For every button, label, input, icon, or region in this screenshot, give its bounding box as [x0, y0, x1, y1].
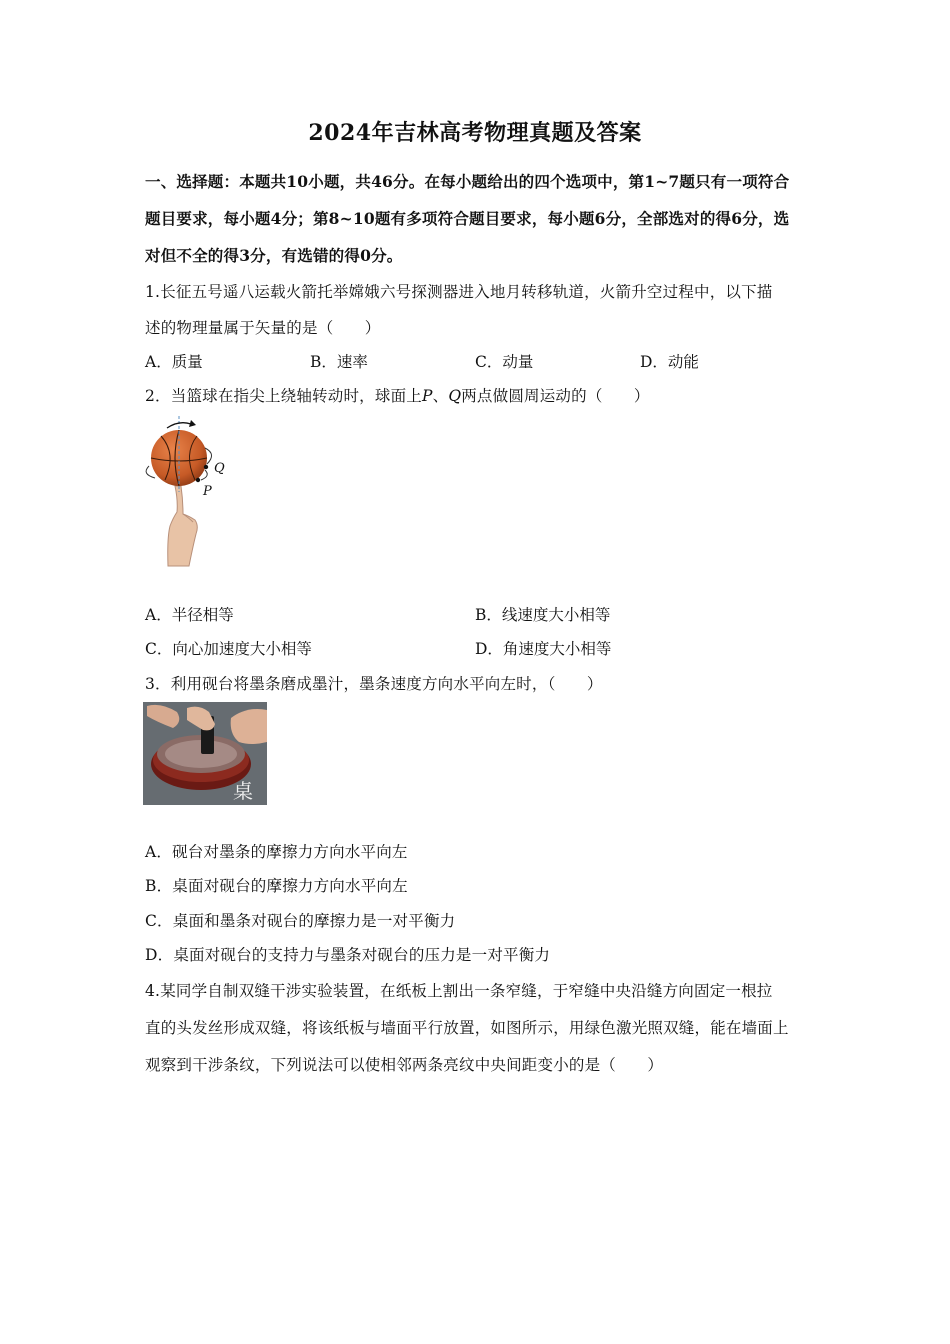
page-title: 2024年吉林高考物理真题及答案: [308, 120, 642, 146]
section-instruction-line-3: 对但不全的得3分，有选错的得0分。: [145, 246, 403, 265]
q3-stem: 3．利用砚台将墨条磨成墨汁，墨条速度方向水平向左时，（ ）: [145, 675, 603, 693]
basketball-spin-illustration: [143, 414, 243, 570]
figure-label-q: Q: [214, 461, 225, 476]
q1-option-c: C．动量: [475, 353, 534, 371]
q3-option-c: C．桌面和墨条对砚台的摩擦力是一对平衡力: [145, 912, 456, 930]
q2-option-b: B．线速度大小相等: [475, 606, 611, 624]
q3-option-d: D．桌面对砚台的支持力与墨条对砚台的压力是一对平衡力: [145, 946, 551, 964]
q2-stem: [145, 384, 810, 406]
figure-label-p: P: [203, 484, 212, 499]
q2-option-a: A．半径相等: [145, 606, 234, 624]
section-instruction-line-1: 一、选择题：本题共10小题，共46分。在每小题给出的四个选项中，第1~7题只有一项符合: [145, 172, 790, 191]
section-instruction-line-2: 题目要求，每小题4分；第8~10题有多项符合题目要求，每小题6分，全部选对的得6分，选: [145, 209, 790, 228]
q2-stem-sep: 、: [432, 387, 449, 405]
q2-point-p: P: [421, 387, 433, 405]
inkstone-figure: [143, 702, 267, 805]
q3-option-b: B．桌面对砚台的摩擦力方向水平向左: [145, 877, 408, 895]
q1-option-d: D．动能: [640, 353, 699, 371]
inkstone-photo-illustration: [143, 702, 267, 805]
q1-stem-line-2: 述的物理量属于矢量的是（ ）: [145, 319, 381, 337]
q4-stem-line-3: 观察到干涉条纹，下列说法可以使相邻两条亮纹中央间距变小的是（ ）: [145, 1056, 664, 1074]
basketball-figure: [143, 414, 243, 570]
q3-option-a: A．砚台对墨条的摩擦力方向水平向左: [145, 843, 408, 861]
q1-option-b: B．速率: [310, 353, 368, 371]
q1-option-a: A．质量: [145, 353, 203, 371]
q1-stem-line-1: 1.长征五号遥八运载火箭托举嫦娥六号探测器进入地月转移轨道，火箭升空过程中，以下描: [145, 283, 773, 301]
q2-point-q: Q: [448, 387, 462, 405]
q2-option-d: D．角速度大小相等: [475, 640, 612, 658]
q2-stem-after: 两点做圆周运动的（ ）: [461, 387, 650, 405]
q2-option-c: C．向心加速度大小相等: [145, 640, 312, 658]
figure-label-desk: 桌: [233, 779, 253, 803]
q2-stem-before: 2．当篮球在指尖上绕轴转动时，球面上: [145, 387, 422, 405]
q4-stem-line-2: 直的头发丝形成双缝，将该纸板与墙面平行放置，如图所示，用绿色激光照双缝，能在墙面上: [145, 1019, 789, 1037]
q4-stem-line-1: 4.某同学自制双缝干涉实验装置，在纸板上割出一条窄缝，于窄缝中央沿缝方向固定一根拉: [145, 982, 773, 1000]
